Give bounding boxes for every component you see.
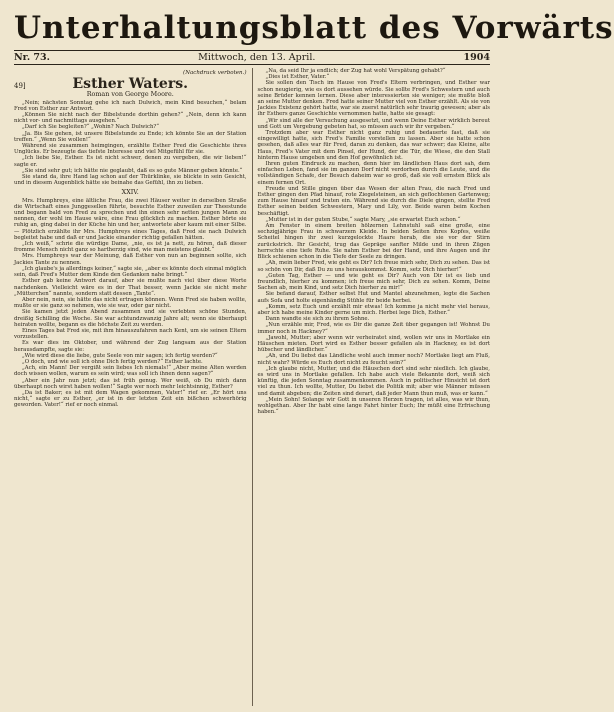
paragraph: „Na, da seid Ihr ja endlich; der Zug hat wohl Verspätung gehabt?“ [265,68,446,74]
paragraph: „Mutter ist in der guten Stube,“ sagte Mary, „sie erwartet Euch schon.“ [265,216,461,223]
paragraph: „Aber ein Jahr nun jetzt; das ist früh genug. Wer weiß, ob Du mich dann überhaupt noch wirst haben wollen!“ Sagte wer noch mehr leichtsinnig, Esther? [14,377,247,390]
paragraph: „Ja. Bis Sie gehen, ist unsere Bibelstunde zu Ende; ich könnte Sie an der Station treffen.“ „Wenn Sie wollen!“ [14,130,247,143]
story-title: Esther Waters. [72,76,188,93]
paragraph: „Ah, mein lieber Fred, wie geht es Dir? Ich freue mich sehr, Dich zu sehen. Das ist so schön von Dir, daß Du zu uns herauskommst. Komm, setz Dich hierher!“ [257,260,490,273]
left-paragraphs-a [14,100,247,187]
paragraph: „Können Sie nicht nach der Bibelstunde dorthin gehen?“ „Nein, denn ich kann nicht vor- und nachmittags ausgehen.“ [14,112,247,125]
paragraph: Esther gab keine Antwort darauf, aber sie mußte nach viel über diese Worte nachdenken. Vielleicht wäre es in der That besser, wenn Jackie sie nicht mehr „Mütterchen“ nannte, sondern statt dessen „Tante“. [14,278,247,297]
paragraph: „Dies ist Esther, Vater.“ [265,74,330,81]
dateline [14,50,490,65]
paragraph: Sie stand da, ihre Hand lag schon auf der Thürklinke, sie blickte in sein Gesicht, und in diesem Augenblick hätte sie beinahe das Gefühl, ihn zu lieben. [14,174,247,187]
paragraph: Trotzdem aber war Esther nicht ganz ruhig und bedauerte fast, daß sie eingewilligt hatte, sich Fred's Familie vorstellen zu lassen. Aber sie hatte schon gesehen, daß alles war für Fred, daran zu denken, das war schwer; das Kleine, alte Haus, Fred’s Vater mit dem Pinsel, der Hund, der die Tür, die Wiese, die den Stall hinterm Hause umgeben und den Hof gewöhnlich ist. [257,130,490,161]
paragraph: Ihren guten Eindruck zu machen, denn hier im ländlichen Haus dort sah, dem einfachen Leben, fand sie im ganzen Dorf nicht verdorben durch die Leute, und die vollständigen Schafe, der Besuch daheim war so groß, daß sie voll ernsten Blick als einem fernen Ort. [257,161,490,186]
left-column [14,68,252,706]
paragraph: „Ah, und Du liebst das Ländliche wohl auch immer noch? Mortlake liegt am Fluß, nicht wahr? Würde es Euch dort nicht zu feucht sein?“ [257,353,490,366]
paragraph: Eines Tages bat Fred sie, mit ihm hinauszufahren nach Kent, um sie seinen Eltern vorzustellen. [14,327,247,341]
paragraph: Freude und Stille gingen über das Wesen der alten Frau, die nach Fred und Esther gingen den Pfad hinauf, rote Ziegelsteinen, an sich geflochtenen Gartenweg; zum Hause hinauf und traten ein. Während sie durch die Diele gingen, stellte Fred Esther seinen beiden Schwestern, Mary und Lily, vor. Beide waren beim Kochen beschäftigt. [257,185,490,217]
paragraph: Aber nein, nein, sie hätte das nicht ertragen können. Wenn Fred sie haben wollte, mußte er sie ganz so nehmen, wie sie war, oder gar nicht. [14,296,247,310]
text-columns [14,68,490,706]
paragraph: „Mein Sohn! Solange wir Gott in unseren Herzen tragen, ist alles, was wir thun, wohlgethan. Aber Ihr habt eine lange Fahrt hinter Euch; Ihr müßt eine Erfrischung haben.“ [257,396,490,416]
byline: Roman von George Moore. [86,90,174,99]
paragraph: „Ich liebe Sie, Esther. Es ist nicht schwer, denen zu vergeben, die wir lieben!“ sagte er. [14,155,247,168]
paragraph: „Da ist Baker; es ist mit dem Wagen gekommen, Vater!“ rief er. „Er hört uns nicht,“ sagte er zu Esther, „er ist in der letzten Zeit ein bißchen schwerhörig geworden. Vater!“ rief er noch einmal. [14,389,247,409]
paragraph: „Komm, setz Euch und erzählt mir etwas! Ich komme ja nicht mehr viel heraus, aber ich habe meine Kinder gerne um mich. Herbei lege Dich, Esther.“ [257,303,490,316]
installment-number: 49] [14,82,26,91]
paragraph: „Sie sind sehr gut; ich hätte nie geglaubt, daß es so gute Männer geben könnte.“ [22,167,243,174]
paragraph: Dann wandte sie sich zu ihrem Sohne. [265,316,370,323]
paragraph: Sie sollen den Tisch im Hause von Fred's Eltern verbringen, und Esther war schon neugierig, wie es dort aussehen würde. Sie sollte Fred's Schwestern und auch seine Brüder kennen lernen. Diese aber interessierten sie weniger; sie mußte bloß an seine Mutter denken. Fred hatte seiner Mutter viel von Esther erzählt. Als sie von Jackies Existenz gehört hatte, war sie zuerst natürlich sehr traurig gewesen; aber als ihr Esthers ganze Geschichte vernommen hatte, hatte sie gesagt: [257,80,490,118]
paragraph: „Wir sind alle der Versuchung ausgesetzt, und wenn Deine Esther wirklich bereut und Gott um Vergebung gebeten hat, so müssen auch wir ihr vergeben.“ [257,117,490,130]
masthead: Unterhaltungsblatt des Vorwärts [14,10,614,46]
paragraph: „Ich glaube's ja allerdings keiner,“ sagte sie, „aber es könnte doch einmal möglich sein, daß Fred's Mutter dem Kinde den Gedanken nahe bringt.“ [14,265,247,279]
paragraph: „Ich weiß,“ schrie die würdige Dame, „nie, es ist ja nett, zu hören, daß dieser fromme Mensch nicht ganz so hartherzig sind, wie man meistens glaubt.“ [14,241,247,254]
paragraph: Am Fenster in einem breiten hölzernen Lehnstuhl saß eine große, eine sechzigjährige Frau in schwarzem Kleide. In beiden Seiten ihres Kopfes, weiße Scheitel hingen ihr zwei kurzgelockte Haare herab, die sie vor der Stirn zurückstrich. Ihr Gesicht, trug das Gepräge sanfter Milde und in ihren Zügen herrschte eine tiefe Ruhe. Sie nahm Esther bei der Hand, und ihre Augen und ihr Blick schienen schon in die Tiefe der Seele zu dringen. [257,223,490,261]
paragraph: „Wie wird diese die liebe, gute Seele von mir sagen; ich fertig werden?“ [22,352,218,359]
paragraph: „Ach, ein Mann! Der vergißt sein liebes Ich niemals!“ „Aber meine Alten werden doch wissen wollen, warum es sein wird; was soll ich ihnen denn sagen?“ [14,365,247,378]
paragraph: „Nein; nächsten Sonntag gehe ich nach Dulwich, mein Kind besuchen,“ belam Fred von Esther zur Antwort. [14,99,247,112]
left-paragraphs-b [14,198,247,409]
paragraph: „O doch, und wie soll ich ohne Dich fertig werden?“ Esther lachte. [22,358,203,365]
paragraph: Sie befand darauf, Esther selbst Hut und Mantel abzunehmen, legte die Sachen aufs Sofa und holte eigenhändig Stühle für beide herbei. [257,291,490,304]
paragraph: Mrs. Humphreys, eine ältliche Frau, die zwei Häuser weiter in derselben Straße die Wirtschaft eines Junggesellen führte, besuchte Esther zuweilen zur Theestunde und begann bald von Fred zu sprechen und ihn einen sehr netten jungen Mann zu nennen, der wohl im Hause wäre, eine Frau glücklich zu machen. Esther hörte sie ruhig an, ging dabei in der Küche hin und her, antwortete aber kaum mit einer Silbe. — Plötzlich erzählte ihr Mrs. Humphreys eines Tages, daß Fred sie nach Dulwich begleitet habe und daß er und Jackie einander richtig gefallen hätten. [14,197,247,241]
right-column [252,68,491,706]
paragraph: „Nun erzähle mir, Fred, wie es Dir die ganze Zeit über gegangen ist! Wohnst Du immer noch in Hackney?“ [257,322,490,335]
title-row [14,76,247,93]
issue-date: Mittwoch, den 13. April. [198,52,316,63]
paragraph: Sie kamen jetzt jeden Abend zusammen und sie verlebten schöne Stunden, dreißig Schilling die Woche. Sie war achtundzwanzig Jahre alt; wenn sie überhaupt heiraten wollte, begann es die höchste Zeit zu werden. [14,309,247,328]
paragraph: „Darf ich Sie begleiten?“ „Wohin? Nach Dulwich?“ [22,124,159,131]
paragraph: „Jawohl, Mutter; aber wenn wir verheiratet sind, wollen wir uns in Mortlake ein Häuschen mieten. Dort wird es Esther besser gefallen als in Hackney, es ist dort hübscher und ländlicher.“ [257,334,490,354]
paragraph: „Ich glaube nicht, Mutter, und die Häuschen dort sind sehr niedlich. Ich glaube, es wird uns in Mortlake gefallen. Ich habe auch viele Bekannte dort, weiß sich künftig, die jeden Sonntag zusammenkommen. Auch in politischer Hinsicht ist dort viel zu thun. Ich wollte, Mutter, Du liebst die Politik mit; aber wie Männer müssen und damit abgeben; die Zeiten sind derart, daß jeder Mann thun muß, was er kann.“ [257,365,490,397]
reprint-notice: (Nachdruck verboten.) [183,70,247,76]
paragraph: „Guten Tag, Esther — und wie geht es Dir? Auch von Dir ist es lieb und freundlich, hierher zu kommen; ich freue mich sehr, Dich zu sehen. Komm, Deine Sachen ab, mein Kind, und setz Dich hierher zu mir!“ [257,272,490,292]
issue-number: Nr. 73. [14,52,50,63]
paragraph: Während sie zusammen heimgingen, erzählte Esther Fred die Geschichte ihres Unglücks. Er bezeugte das tiefste Interesse und viel Mitgefühl für sie. [14,143,247,156]
paragraph: Es war dies im Oktober, und während der Zug langsam aus der Station herausdampfte, sagte sie: [14,340,247,353]
issue-year: 1904 [463,52,490,63]
chapter-heading: XXIV. [121,188,139,197]
paragraph: Mrs. Humphreys war der Meinung, daß Esther von nun an beginnen sollte, sich Jackies Tante zu nennen. [14,253,247,266]
